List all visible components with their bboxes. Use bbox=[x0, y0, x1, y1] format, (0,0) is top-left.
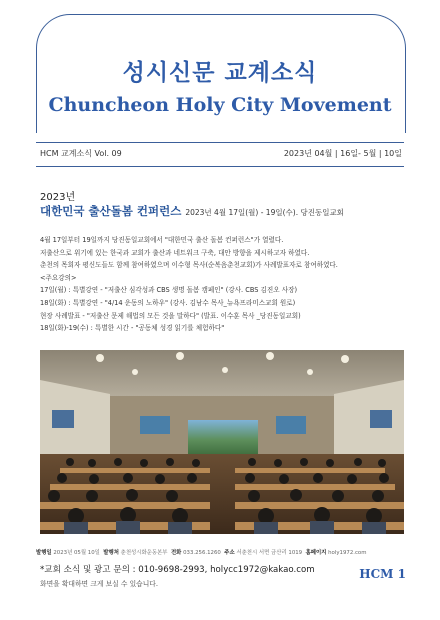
article-line: 저출산으로 위기에 있는 한국과 교회가 출산과 네트워크 구축, 대안 방향을 제시하고자 하였다. bbox=[40, 248, 310, 257]
contact-line: *교회 소식 및 광고 문의 : 010-9698-2993, holycc1972@kakao.com bbox=[40, 565, 315, 575]
caption-value: 춘천성시화운동본부 bbox=[120, 550, 168, 556]
caption-value: holy1972.com bbox=[328, 550, 367, 556]
article-title-row bbox=[40, 203, 344, 219]
article-line: 현장 사례발표 - "저출산 문제 해법의 모든 것을 말하다" (발표. 이수훈 목사 _당진동일교회) bbox=[40, 311, 301, 320]
caption-value: 033.256.1260 bbox=[183, 550, 221, 556]
caption-label: 전화 bbox=[170, 550, 182, 556]
masthead-title-english: Chuncheon Holy City Movement bbox=[48, 94, 392, 116]
caption-value: 서춘천시 서면 금산리 1019 bbox=[236, 550, 303, 556]
caption-value: 2023년 05월 10일 bbox=[53, 550, 100, 556]
article-body bbox=[40, 234, 404, 335]
issue-volume: HCM 교계소식 Vol. 09 bbox=[40, 149, 122, 158]
publication-info bbox=[36, 548, 406, 556]
caption-label: 홈페이지 bbox=[305, 550, 327, 556]
zoom-note: 화면을 확대하면 크게 보실 수 있습니다. bbox=[40, 580, 159, 588]
caption-label: 발행일 bbox=[36, 550, 52, 556]
issue-divider-top bbox=[36, 142, 404, 143]
article-title: 대한민국 출산돌봄 컨퍼런스 bbox=[40, 204, 182, 218]
conference-photo bbox=[40, 350, 404, 534]
article-line: 18일(화) : 특별강연 - "4/14 운동의 노하우" (강사. 김남수 목사_뉴욕프라미스교회 원로) bbox=[40, 298, 296, 307]
issue-info-row bbox=[40, 148, 402, 159]
article-line: 18일(화)-19(수) : 특별한 시간 - "공동체 성경 읽기를 체험하다" bbox=[40, 324, 225, 333]
caption-label: 주소 bbox=[224, 550, 235, 556]
article-line: 춘천의 목회자 평신도들도 함께 참여하였으며 이수형 목사(순복음춘천교회)가 사례발표자로 참여하였다. bbox=[40, 261, 338, 270]
article-line: <주요강의> bbox=[40, 273, 77, 282]
issue-divider-bottom bbox=[36, 166, 404, 167]
article-line: 17일(월) : 특별강연 - "저출산 심각성과 CBS 생명 돌봄 캠페인" (강사. CBS 김진오 사장) bbox=[40, 286, 298, 295]
caption-label: 발행처 bbox=[103, 550, 119, 556]
article-line: 4월 17일부터 19일까지 당진동일교회에서 "대한민국 출산 돌봄 컨퍼런스"가 열렸다. bbox=[40, 236, 284, 244]
article-year: 2023년 bbox=[40, 192, 76, 203]
page-mark: HCM 1 bbox=[359, 567, 406, 581]
article-date-place: 2023년 4월 17일(월) - 19일(수). 당진동일교회 bbox=[185, 208, 344, 217]
issue-period: 2023년 04월 | 16일- 5월 | 10일 bbox=[283, 149, 402, 158]
masthead-title-korean: 성시신문 교계소식 bbox=[122, 60, 318, 86]
